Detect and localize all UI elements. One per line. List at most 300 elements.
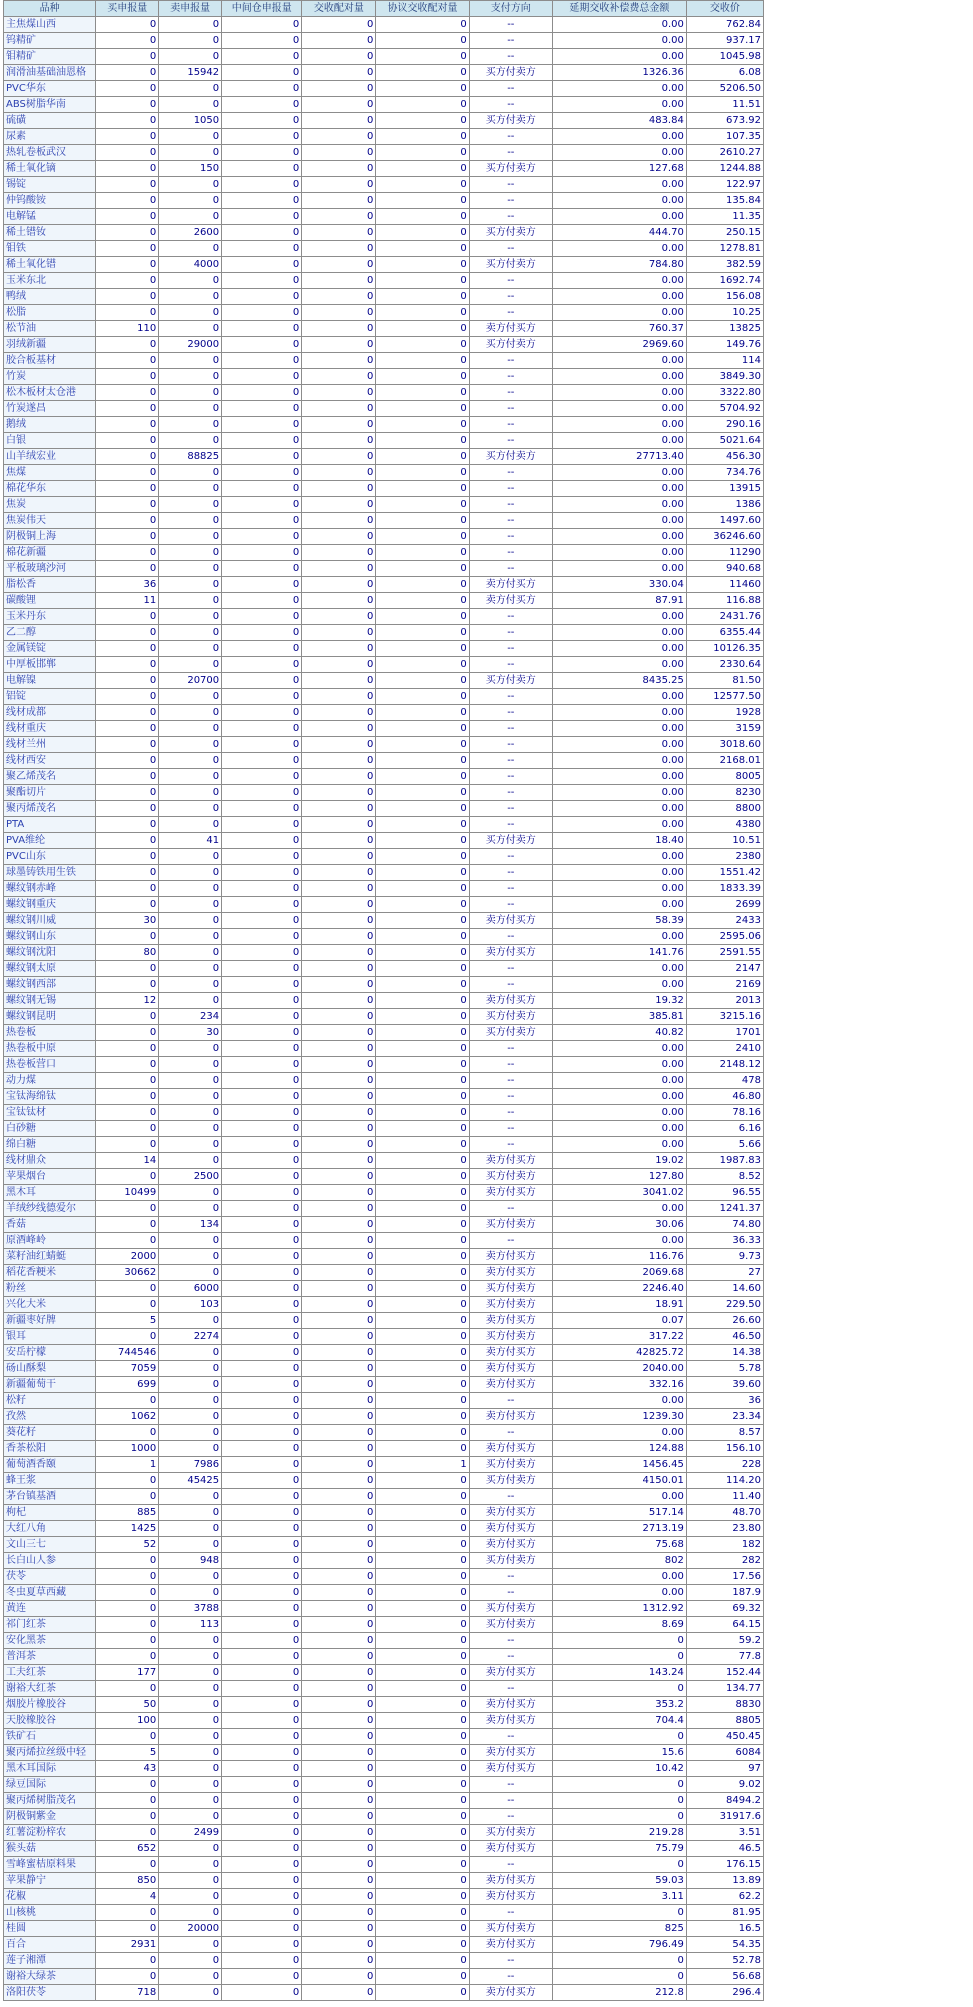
agreement-matched-cell: 0	[376, 1361, 469, 1377]
sell-declared-cell: 0	[159, 1201, 222, 1217]
payment-direction-cell: 卖方付买方	[469, 1505, 552, 1521]
agreement-matched-cell: 0	[376, 1793, 469, 1809]
payment-direction-cell: 买方付卖方	[469, 161, 552, 177]
delivery-matched-cell: 0	[302, 1873, 376, 1889]
delivery-matched-cell: 0	[302, 1665, 376, 1681]
delivery-matched-cell: 0	[302, 1681, 376, 1697]
payment-direction-cell: 卖方付买方	[469, 1841, 552, 1857]
intermediate-declared-cell: 0	[222, 577, 302, 593]
delivery-matched-cell: 0	[302, 1057, 376, 1073]
agreement-matched-cell: 0	[376, 561, 469, 577]
delivery-price-cell: 56.68	[686, 1969, 763, 1985]
sell-declared-cell: 0	[159, 305, 222, 321]
payment-direction-cell: 卖方付买方	[469, 945, 552, 961]
agreement-matched-cell: 0	[376, 609, 469, 625]
compensation-total-cell: 0	[552, 1857, 686, 1873]
intermediate-declared-cell: 0	[222, 65, 302, 81]
sell-declared-cell: 0	[159, 1425, 222, 1441]
delivery-price-cell: 450.45	[686, 1729, 763, 1745]
variety-cell: 银耳	[4, 1329, 96, 1345]
table-row	[4, 417, 764, 433]
delivery-matched-cell: 0	[302, 1889, 376, 1905]
intermediate-declared-cell: 0	[222, 1793, 302, 1809]
variety-cell: 安化黑茶	[4, 1633, 96, 1649]
sell-declared-cell: 0	[159, 1793, 222, 1809]
variety-cell: 钼精矿	[4, 49, 96, 65]
buy-declared-cell: 0	[96, 513, 159, 529]
delivery-matched-cell: 0	[302, 1153, 376, 1169]
agreement-matched-cell: 0	[376, 305, 469, 321]
sell-declared-cell: 0	[159, 657, 222, 673]
buy-declared-cell: 0	[96, 449, 159, 465]
intermediate-declared-cell: 0	[222, 401, 302, 417]
agreement-matched-cell: 0	[376, 1281, 469, 1297]
agreement-matched-cell: 0	[376, 1313, 469, 1329]
sell-declared-cell: 0	[159, 1585, 222, 1601]
intermediate-declared-cell: 0	[222, 1969, 302, 1985]
sell-declared-cell: 0	[159, 1409, 222, 1425]
payment-direction-cell: --	[469, 1809, 552, 1825]
table-row	[4, 849, 764, 865]
delivery-price-cell: 673.92	[686, 113, 763, 129]
variety-cell: 阴极铜上海	[4, 529, 96, 545]
agreement-matched-cell: 0	[376, 1697, 469, 1713]
intermediate-declared-cell: 0	[222, 321, 302, 337]
payment-direction-cell: 卖方付买方	[469, 913, 552, 929]
table-row	[4, 273, 764, 289]
table-row	[4, 1153, 764, 1169]
buy-declared-cell: 0	[96, 1601, 159, 1617]
sell-declared-cell: 0	[159, 1089, 222, 1105]
payment-direction-cell: --	[469, 33, 552, 49]
delivery-matched-cell: 0	[302, 1761, 376, 1777]
intermediate-declared-cell: 0	[222, 225, 302, 241]
payment-direction-cell: 买方付卖方	[469, 1457, 552, 1473]
intermediate-declared-cell: 0	[222, 961, 302, 977]
delivery-price-cell: 6355.44	[686, 625, 763, 641]
payment-direction-cell: --	[469, 1137, 552, 1153]
compensation-total-cell: 0.00	[552, 961, 686, 977]
payment-direction-cell: --	[469, 1233, 552, 1249]
header-row	[4, 1, 764, 17]
intermediate-declared-cell: 0	[222, 849, 302, 865]
intermediate-declared-cell: 0	[222, 1169, 302, 1185]
compensation-total-cell: 2246.40	[552, 1281, 686, 1297]
sell-declared-cell: 0	[159, 625, 222, 641]
compensation-total-cell: 2969.60	[552, 337, 686, 353]
delivery-price-cell: 17.56	[686, 1569, 763, 1585]
sell-declared-cell: 1050	[159, 113, 222, 129]
agreement-matched-cell: 0	[376, 1121, 469, 1137]
payment-direction-cell: --	[469, 81, 552, 97]
agreement-matched-cell: 0	[376, 1873, 469, 1889]
compensation-total-cell: 10.42	[552, 1761, 686, 1777]
variety-cell: 莲子湘潭	[4, 1953, 96, 1969]
sell-declared-cell: 2600	[159, 225, 222, 241]
buy-declared-cell: 12	[96, 993, 159, 1009]
payment-direction-cell: 买方付卖方	[469, 1025, 552, 1041]
agreement-matched-cell: 0	[376, 1665, 469, 1681]
delivery-matched-cell: 0	[302, 433, 376, 449]
intermediate-declared-cell: 0	[222, 1921, 302, 1937]
sell-declared-cell: 0	[159, 145, 222, 161]
delivery-price-cell: 39.60	[686, 1377, 763, 1393]
table-row	[4, 1809, 764, 1825]
delivery-price-cell: 8830	[686, 1697, 763, 1713]
compensation-total-cell: 127.68	[552, 161, 686, 177]
delivery-price-cell: 8800	[686, 801, 763, 817]
delivery-price-cell: 78.16	[686, 1105, 763, 1121]
compensation-total-cell: 8.69	[552, 1617, 686, 1633]
payment-direction-cell: --	[469, 97, 552, 113]
agreement-matched-cell: 0	[376, 49, 469, 65]
delivery-price-cell: 187.9	[686, 1585, 763, 1601]
delivery-price-cell: 10.25	[686, 305, 763, 321]
table-row	[4, 753, 764, 769]
table-row	[4, 481, 764, 497]
payment-direction-cell: --	[469, 1729, 552, 1745]
variety-cell: 聚酯切片	[4, 785, 96, 801]
intermediate-declared-cell: 0	[222, 593, 302, 609]
payment-direction-cell: 买方付卖方	[469, 1617, 552, 1633]
delivery-matched-cell: 0	[302, 1361, 376, 1377]
sell-declared-cell: 0	[159, 1377, 222, 1393]
header-compensation-total: 延期交收补偿费总金额	[552, 1, 686, 17]
payment-direction-cell: --	[469, 289, 552, 305]
sell-declared-cell: 0	[159, 241, 222, 257]
buy-declared-cell: 100	[96, 1713, 159, 1729]
table-row	[4, 769, 764, 785]
delivery-price-cell: 62.2	[686, 1889, 763, 1905]
intermediate-declared-cell: 0	[222, 81, 302, 97]
delivery-matched-cell: 0	[302, 1521, 376, 1537]
agreement-matched-cell: 0	[376, 33, 469, 49]
delivery-matched-cell: 0	[302, 1953, 376, 1969]
agreement-matched-cell: 0	[376, 225, 469, 241]
variety-cell: 脂松香	[4, 577, 96, 593]
intermediate-declared-cell: 0	[222, 1281, 302, 1297]
compensation-total-cell: 0.00	[552, 753, 686, 769]
compensation-total-cell: 332.16	[552, 1377, 686, 1393]
intermediate-declared-cell: 0	[222, 1025, 302, 1041]
delivery-price-cell: 229.50	[686, 1297, 763, 1313]
delivery-matched-cell: 0	[302, 65, 376, 81]
agreement-matched-cell: 0	[376, 1729, 469, 1745]
variety-cell: 乙二醇	[4, 625, 96, 641]
sell-declared-cell: 30	[159, 1025, 222, 1041]
agreement-matched-cell: 0	[376, 1537, 469, 1553]
delivery-price-cell: 250.15	[686, 225, 763, 241]
compensation-total-cell: 385.81	[552, 1009, 686, 1025]
buy-declared-cell: 0	[96, 881, 159, 897]
delivery-price-cell: 134.77	[686, 1681, 763, 1697]
sell-declared-cell: 0	[159, 401, 222, 417]
agreement-matched-cell: 0	[376, 129, 469, 145]
agreement-matched-cell: 0	[376, 241, 469, 257]
intermediate-declared-cell: 0	[222, 1617, 302, 1633]
buy-declared-cell: 0	[96, 1041, 159, 1057]
table-row	[4, 1729, 764, 1745]
buy-declared-cell: 0	[96, 1553, 159, 1569]
agreement-matched-cell: 0	[376, 1425, 469, 1441]
sell-declared-cell: 0	[159, 1969, 222, 1985]
table-row	[4, 1617, 764, 1633]
table-row	[4, 97, 764, 113]
variety-cell: 新疆枣好牌	[4, 1313, 96, 1329]
delivery-price-cell: 156.10	[686, 1441, 763, 1457]
compensation-total-cell: 444.70	[552, 225, 686, 241]
sell-declared-cell: 0	[159, 1073, 222, 1089]
delivery-matched-cell: 0	[302, 625, 376, 641]
delivery-matched-cell: 0	[302, 1137, 376, 1153]
buy-declared-cell: 1	[96, 1457, 159, 1473]
compensation-total-cell: 0.00	[552, 369, 686, 385]
agreement-matched-cell: 0	[376, 1185, 469, 1201]
intermediate-declared-cell: 0	[222, 1825, 302, 1841]
delivery-matched-cell: 0	[302, 1825, 376, 1841]
buy-declared-cell: 0	[96, 305, 159, 321]
payment-direction-cell: --	[469, 561, 552, 577]
compensation-total-cell: 0.00	[552, 1105, 686, 1121]
payment-direction-cell: 买方付卖方	[469, 449, 552, 465]
compensation-total-cell: 0.00	[552, 1041, 686, 1057]
table-row	[4, 177, 764, 193]
payment-direction-cell: --	[469, 49, 552, 65]
compensation-total-cell: 0.00	[552, 1393, 686, 1409]
delivery-price-cell: 4380	[686, 817, 763, 833]
payment-direction-cell: --	[469, 625, 552, 641]
sell-declared-cell: 0	[159, 97, 222, 113]
variety-cell: 热卷板中原	[4, 1041, 96, 1057]
variety-cell: PVA维纶	[4, 833, 96, 849]
sell-declared-cell: 0	[159, 1873, 222, 1889]
intermediate-declared-cell: 0	[222, 1377, 302, 1393]
buy-declared-cell: 0	[96, 929, 159, 945]
sell-declared-cell: 0	[159, 1953, 222, 1969]
payment-direction-cell: --	[469, 465, 552, 481]
variety-cell: 稀土镨钕	[4, 225, 96, 241]
variety-cell: 竹炭	[4, 369, 96, 385]
delivery-matched-cell: 0	[302, 449, 376, 465]
buy-declared-cell: 0	[96, 737, 159, 753]
compensation-total-cell: 1326.36	[552, 65, 686, 81]
buy-declared-cell: 50	[96, 1697, 159, 1713]
delivery-matched-cell: 0	[302, 593, 376, 609]
table-row	[4, 1377, 764, 1393]
variety-cell: 钨精矿	[4, 33, 96, 49]
table-row	[4, 401, 764, 417]
buy-declared-cell: 0	[96, 785, 159, 801]
delivery-matched-cell: 0	[302, 1297, 376, 1313]
delivery-matched-cell: 0	[302, 1809, 376, 1825]
intermediate-declared-cell: 0	[222, 737, 302, 753]
sell-declared-cell: 0	[159, 513, 222, 529]
sell-declared-cell: 0	[159, 129, 222, 145]
intermediate-declared-cell: 0	[222, 1841, 302, 1857]
variety-cell: 孜然	[4, 1409, 96, 1425]
table-row	[4, 1489, 764, 1505]
intermediate-declared-cell: 0	[222, 657, 302, 673]
sell-declared-cell: 20000	[159, 1921, 222, 1937]
compensation-total-cell: 0.00	[552, 1569, 686, 1585]
delivery-matched-cell: 0	[302, 113, 376, 129]
payment-direction-cell: --	[469, 129, 552, 145]
intermediate-declared-cell: 0	[222, 1873, 302, 1889]
delivery-matched-cell: 0	[302, 737, 376, 753]
payment-direction-cell: 买方付卖方	[469, 1217, 552, 1233]
buy-declared-cell: 0	[96, 977, 159, 993]
buy-declared-cell: 1425	[96, 1521, 159, 1537]
variety-cell: 主焦煤山西	[4, 17, 96, 33]
payment-direction-cell: --	[469, 1489, 552, 1505]
payment-direction-cell: --	[469, 1681, 552, 1697]
variety-cell: 鹅绒	[4, 417, 96, 433]
compensation-total-cell: 18.40	[552, 833, 686, 849]
delivery-matched-cell: 0	[302, 1073, 376, 1089]
compensation-total-cell: 27713.40	[552, 449, 686, 465]
buy-declared-cell: 0	[96, 497, 159, 513]
delivery-price-cell: 81.50	[686, 673, 763, 689]
variety-cell: PVC华东	[4, 81, 96, 97]
table-row	[4, 385, 764, 401]
sell-declared-cell: 0	[159, 753, 222, 769]
delivery-price-cell: 2013	[686, 993, 763, 1009]
agreement-matched-cell: 0	[376, 1233, 469, 1249]
intermediate-declared-cell: 0	[222, 113, 302, 129]
compensation-total-cell: 802	[552, 1553, 686, 1569]
intermediate-declared-cell: 0	[222, 1761, 302, 1777]
variety-cell: 碳酸锂	[4, 593, 96, 609]
sell-declared-cell: 0	[159, 465, 222, 481]
sell-declared-cell: 0	[159, 1233, 222, 1249]
agreement-matched-cell: 0	[376, 177, 469, 193]
sell-declared-cell: 0	[159, 1905, 222, 1921]
agreement-matched-cell: 0	[376, 113, 469, 129]
delivery-matched-cell: 0	[302, 1265, 376, 1281]
compensation-total-cell: 8435.25	[552, 673, 686, 689]
agreement-matched-cell: 0	[376, 1681, 469, 1697]
table-row	[4, 865, 764, 881]
delivery-matched-cell: 0	[302, 945, 376, 961]
sell-declared-cell: 0	[159, 353, 222, 369]
compensation-total-cell: 0.00	[552, 1489, 686, 1505]
agreement-matched-cell: 0	[376, 1169, 469, 1185]
compensation-total-cell: 0.00	[552, 705, 686, 721]
delivery-price-cell: 74.80	[686, 1217, 763, 1233]
buy-declared-cell: 0	[96, 145, 159, 161]
delivery-matched-cell: 0	[302, 497, 376, 513]
delivery-price-cell: 2699	[686, 897, 763, 913]
payment-direction-cell: 买方付卖方	[469, 1473, 552, 1489]
intermediate-declared-cell: 0	[222, 1345, 302, 1361]
sell-declared-cell: 0	[159, 1057, 222, 1073]
table-row	[4, 1873, 764, 1889]
variety-cell: 中厚板邯郸	[4, 657, 96, 673]
delivery-matched-cell: 0	[302, 817, 376, 833]
intermediate-declared-cell: 0	[222, 1441, 302, 1457]
variety-cell: 黄连	[4, 1601, 96, 1617]
sell-declared-cell: 2274	[159, 1329, 222, 1345]
compensation-total-cell: 0.00	[552, 401, 686, 417]
delivery-price-cell: 1241.37	[686, 1201, 763, 1217]
compensation-total-cell: 0	[552, 1729, 686, 1745]
buy-declared-cell: 0	[96, 1825, 159, 1841]
payment-direction-cell: --	[469, 1777, 552, 1793]
delivery-price-cell: 36246.60	[686, 529, 763, 545]
payment-direction-cell: --	[469, 785, 552, 801]
agreement-matched-cell: 0	[376, 801, 469, 817]
buy-declared-cell: 0	[96, 33, 159, 49]
variety-cell: 粉丝	[4, 1281, 96, 1297]
payment-direction-cell: --	[469, 657, 552, 673]
compensation-total-cell: 0.00	[552, 801, 686, 817]
delivery-matched-cell: 0	[302, 241, 376, 257]
buy-declared-cell: 0	[96, 865, 159, 881]
agreement-matched-cell: 0	[376, 689, 469, 705]
compensation-total-cell: 0.00	[552, 1073, 686, 1089]
table-row	[4, 1089, 764, 1105]
variety-cell: 玉米丹东	[4, 609, 96, 625]
delivery-matched-cell: 0	[302, 657, 376, 673]
delivery-price-cell: 2168.01	[686, 753, 763, 769]
buy-declared-cell: 0	[96, 1617, 159, 1633]
buy-declared-cell: 0	[96, 1201, 159, 1217]
sell-declared-cell: 0	[159, 881, 222, 897]
agreement-matched-cell: 0	[376, 1217, 469, 1233]
buy-declared-cell: 0	[96, 1777, 159, 1793]
delivery-matched-cell: 0	[302, 1745, 376, 1761]
compensation-total-cell: 2069.68	[552, 1265, 686, 1281]
payment-direction-cell: --	[469, 929, 552, 945]
delivery-matched-cell: 0	[302, 1905, 376, 1921]
delivery-price-cell: 382.59	[686, 257, 763, 273]
table-row	[4, 657, 764, 673]
table-row	[4, 1697, 764, 1713]
intermediate-declared-cell: 0	[222, 1569, 302, 1585]
variety-cell: PVC山东	[4, 849, 96, 865]
delivery-price-cell: 296.4	[686, 1985, 763, 2001]
agreement-matched-cell: 0	[376, 1505, 469, 1521]
payment-direction-cell: 卖方付买方	[469, 593, 552, 609]
table-row	[4, 1825, 764, 1841]
delivery-matched-cell: 0	[302, 769, 376, 785]
agreement-matched-cell: 0	[376, 97, 469, 113]
sell-declared-cell: 0	[159, 961, 222, 977]
payment-direction-cell: 买方付卖方	[469, 1329, 552, 1345]
sell-declared-cell: 150	[159, 161, 222, 177]
variety-cell: 硫磺	[4, 113, 96, 129]
sell-declared-cell: 0	[159, 641, 222, 657]
sell-declared-cell: 0	[159, 1985, 222, 2001]
delivery-matched-cell: 0	[302, 1281, 376, 1297]
intermediate-declared-cell: 0	[222, 1313, 302, 1329]
table-row	[4, 1745, 764, 1761]
agreement-matched-cell: 0	[376, 1089, 469, 1105]
compensation-total-cell: 0.00	[552, 417, 686, 433]
compensation-total-cell: 3041.02	[552, 1185, 686, 1201]
delivery-price-cell: 3018.60	[686, 737, 763, 753]
intermediate-declared-cell: 0	[222, 753, 302, 769]
agreement-matched-cell: 0	[376, 385, 469, 401]
buy-declared-cell: 652	[96, 1841, 159, 1857]
compensation-total-cell: 4150.01	[552, 1473, 686, 1489]
payment-direction-cell: 卖方付买方	[469, 1761, 552, 1777]
payment-direction-cell: --	[469, 305, 552, 321]
agreement-matched-cell: 0	[376, 17, 469, 33]
buy-declared-cell: 0	[96, 897, 159, 913]
table-row	[4, 1217, 764, 1233]
table-row	[4, 1905, 764, 1921]
